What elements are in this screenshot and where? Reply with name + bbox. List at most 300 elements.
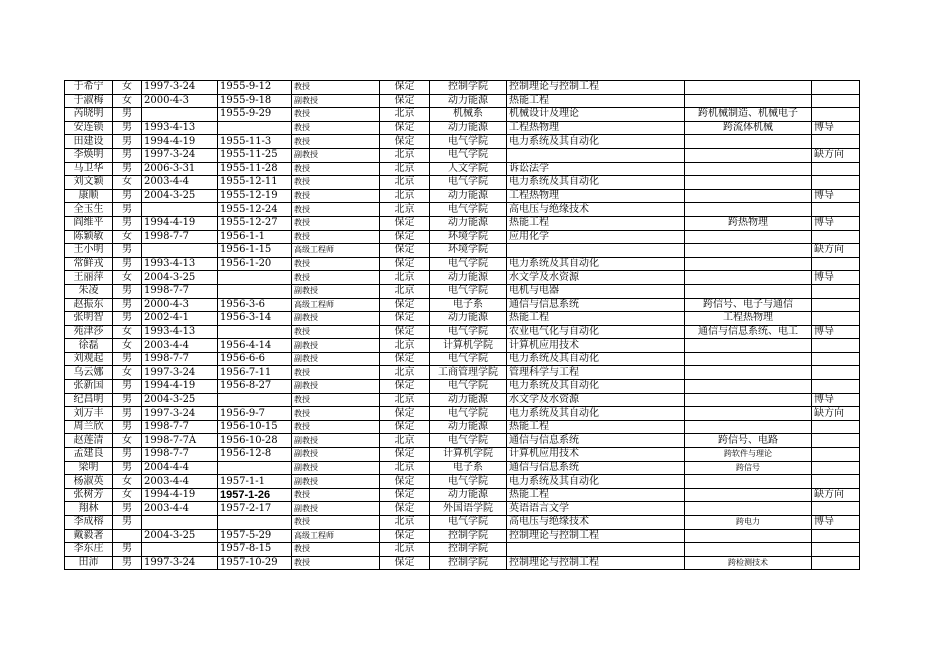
campus-cell: 保定 — [380, 244, 430, 258]
title-cell: 教授 — [292, 108, 380, 122]
major-cell: 水文学及水资源 — [507, 271, 685, 285]
cross-field-cell — [685, 148, 812, 162]
cross-field-cell — [685, 189, 812, 203]
date-cell — [142, 244, 218, 258]
cross-field-cell — [685, 203, 812, 217]
campus-cell: 保定 — [380, 407, 430, 421]
gender-cell: 男 — [113, 189, 142, 203]
name-cell: 孟建良 — [65, 448, 113, 462]
birth-date-cell: 1957-1-1 — [218, 475, 292, 489]
table-row — [65, 420, 860, 434]
gender-cell: 男 — [113, 216, 142, 230]
table-row — [65, 135, 860, 149]
birth-date-cell: 1957-5-29 — [218, 529, 292, 543]
major-cell: 通信与信息系统 — [507, 434, 685, 448]
title-cell: 副教授 — [292, 312, 380, 326]
cross-field-cell — [685, 352, 812, 366]
note-cell: 博导 — [812, 121, 860, 135]
name-cell: 于希宁 — [65, 81, 113, 95]
major-cell — [507, 148, 685, 162]
birth-date-cell: 1955-12-11 — [218, 176, 292, 190]
campus-cell: 保定 — [380, 420, 430, 434]
date-cell: 2003-4-4 — [142, 176, 218, 190]
birth-date-cell — [218, 461, 292, 475]
campus-cell: 保定 — [380, 352, 430, 366]
note-cell — [812, 475, 860, 489]
birth-date-cell: 1955-11-28 — [218, 162, 292, 176]
date-cell — [142, 108, 218, 122]
department-cell: 电子系 — [430, 461, 507, 475]
gender-cell: 女 — [113, 176, 142, 190]
birth-date-cell: 1956-10-28 — [218, 434, 292, 448]
note-cell — [812, 380, 860, 394]
gender-cell: 男 — [113, 203, 142, 217]
name-cell: 马卫华 — [65, 162, 113, 176]
birth-date-cell: 1956-1-20 — [218, 257, 292, 271]
date-cell: 1993-4-13 — [142, 121, 218, 135]
table-row — [65, 352, 860, 366]
date-cell: 1998-7-7 — [142, 448, 218, 462]
title-cell: 教授 — [292, 325, 380, 339]
name-cell: 张树芳 — [65, 488, 113, 502]
note-cell — [812, 461, 860, 475]
campus-cell: 北京 — [380, 148, 430, 162]
date-cell: 1998-7-7À — [142, 434, 218, 448]
birth-date-cell — [218, 393, 292, 407]
note-cell — [812, 339, 860, 353]
department-cell: 电气学院 — [430, 434, 507, 448]
table-row — [65, 502, 860, 516]
department-cell: 人文学院 — [430, 162, 507, 176]
title-cell: 教授 — [292, 121, 380, 135]
major-cell: 通信与信息系统 — [507, 298, 685, 312]
birth-date-cell: 1955-12-27 — [218, 216, 292, 230]
cross-field-cell — [685, 543, 812, 557]
birth-date-cell: 1956-7-11 — [218, 366, 292, 380]
department-cell: 工商管理学院 — [430, 366, 507, 380]
note-cell — [812, 230, 860, 244]
table-row — [65, 475, 860, 489]
title-cell: 教授 — [292, 135, 380, 149]
name-cell: 芮晓明 — [65, 108, 113, 122]
name-cell: 康顺 — [65, 189, 113, 203]
date-cell: 1994-4-19 — [142, 488, 218, 502]
name-cell: 苑津莎 — [65, 325, 113, 339]
name-cell: 赵振东 — [65, 298, 113, 312]
name-cell: 张明智 — [65, 312, 113, 326]
title-cell: 教授 — [292, 216, 380, 230]
note-cell — [812, 203, 860, 217]
department-cell: 控制学院 — [430, 81, 507, 95]
campus-cell: 北京 — [380, 434, 430, 448]
table-row — [65, 203, 860, 217]
major-cell — [507, 244, 685, 258]
gender-cell: 男 — [113, 162, 142, 176]
department-cell: 电气学院 — [430, 176, 507, 190]
major-cell: 应用化学 — [507, 230, 685, 244]
title-cell: 教授 — [292, 516, 380, 530]
title-cell: 教授 — [292, 176, 380, 190]
birth-date-cell: 1957-8-15 — [218, 543, 292, 557]
campus-cell: 保定 — [380, 502, 430, 516]
cross-field-cell — [685, 162, 812, 176]
birth-date-cell — [218, 271, 292, 285]
name-cell: 赵莲清 — [65, 434, 113, 448]
cross-field-cell — [685, 529, 812, 543]
gender-cell: 男 — [113, 380, 142, 394]
gender-cell: 男 — [113, 516, 142, 530]
campus-cell: 北京 — [380, 189, 430, 203]
campus-cell: 北京 — [380, 176, 430, 190]
date-cell: 1998-7-7 — [142, 284, 218, 298]
table-row — [65, 312, 860, 326]
cross-field-cell — [685, 176, 812, 190]
note-cell — [812, 284, 860, 298]
date-cell: 1993-4-13 — [142, 325, 218, 339]
table-row — [65, 176, 860, 190]
birth-date-cell: 1956-3-14 — [218, 312, 292, 326]
table-row — [65, 189, 860, 203]
major-cell: 电力系统及其自动化 — [507, 380, 685, 394]
table-row — [65, 339, 860, 353]
gender-cell: 男 — [113, 298, 142, 312]
birth-date-cell: 1955-11-3 — [218, 135, 292, 149]
campus-cell: 北京 — [380, 461, 430, 475]
date-cell: 2004-3-25 — [142, 393, 218, 407]
campus-cell: 保定 — [380, 488, 430, 502]
major-cell: 热能工程 — [507, 420, 685, 434]
title-cell: 高级工程师 — [292, 244, 380, 258]
date-cell: 2004-3-25 — [142, 189, 218, 203]
note-cell — [812, 543, 860, 557]
campus-cell: 保定 — [380, 529, 430, 543]
cross-field-cell — [685, 366, 812, 380]
table-row — [65, 407, 860, 421]
title-cell: 教授 — [292, 162, 380, 176]
campus-cell: 保定 — [380, 380, 430, 394]
table-row — [65, 380, 860, 394]
campus-cell: 保定 — [380, 81, 430, 95]
major-cell: 控制理论与控制工程 — [507, 556, 685, 570]
date-cell — [142, 203, 218, 217]
gender-cell: 女 — [113, 366, 142, 380]
department-cell: 电气学院 — [430, 284, 507, 298]
cross-field-cell: 跨软件与理论 — [685, 448, 812, 462]
name-cell: 戴毅著 — [65, 529, 113, 543]
major-cell: 电力系统及其自动化 — [507, 257, 685, 271]
table-row — [65, 529, 860, 543]
gender-cell: 女 — [113, 488, 142, 502]
gender-cell: 男 — [113, 121, 142, 135]
title-cell: 教授 — [292, 556, 380, 570]
title-cell: 副教授 — [292, 339, 380, 353]
cross-field-cell: 跨检测技术 — [685, 556, 812, 570]
note-cell — [812, 108, 860, 122]
department-cell: 电气学院 — [430, 148, 507, 162]
table-row — [65, 162, 860, 176]
note-cell — [812, 448, 860, 462]
title-cell: 教授 — [292, 543, 380, 557]
note-cell: 博导 — [812, 393, 860, 407]
note-cell — [812, 352, 860, 366]
table-body — [65, 81, 860, 570]
campus-cell: 保定 — [380, 448, 430, 462]
birth-date-cell: 1955-12-19 — [218, 189, 292, 203]
department-cell: 电气学院 — [430, 380, 507, 394]
cross-field-cell — [685, 393, 812, 407]
campus-cell: 保定 — [380, 325, 430, 339]
department-cell: 动力能源 — [430, 393, 507, 407]
table-row — [65, 216, 860, 230]
gender-cell: 女 — [113, 325, 142, 339]
campus-cell: 北京 — [380, 162, 430, 176]
cross-field-cell: 跨信号、电子与通信 — [685, 298, 812, 312]
birth-date-cell: 1955-11-25 — [218, 148, 292, 162]
gender-cell: 女 — [113, 475, 142, 489]
date-cell: 2002-4-1 — [142, 312, 218, 326]
major-cell: 电机与电器 — [507, 284, 685, 298]
cross-field-cell — [685, 230, 812, 244]
name-cell: 李成榕 — [65, 516, 113, 530]
department-cell: 动力能源 — [430, 189, 507, 203]
gender-cell: 男 — [113, 407, 142, 421]
name-cell: 王丽萍 — [65, 271, 113, 285]
department-cell: 电气学院 — [430, 135, 507, 149]
name-cell: 常鲜戎 — [65, 257, 113, 271]
note-cell — [812, 434, 860, 448]
title-cell: 教授 — [292, 366, 380, 380]
date-cell: 1998-7-7 — [142, 352, 218, 366]
table-row — [65, 230, 860, 244]
campus-cell: 北京 — [380, 339, 430, 353]
cross-field-cell — [685, 380, 812, 394]
major-cell: 机械设计及理论 — [507, 108, 685, 122]
title-cell: 教授 — [292, 257, 380, 271]
title-cell: 副教授 — [292, 461, 380, 475]
gender-cell: 女 — [113, 271, 142, 285]
note-cell — [812, 298, 860, 312]
major-cell: 控制理论与控制工程 — [507, 529, 685, 543]
gender-cell: 男 — [113, 420, 142, 434]
note-cell: 缺方向 — [812, 148, 860, 162]
cross-field-cell: 跨热物理 — [685, 216, 812, 230]
name-cell: 王小明 — [65, 244, 113, 258]
major-cell: 热能工程 — [507, 216, 685, 230]
date-cell: 1994-4-19 — [142, 216, 218, 230]
table-row — [65, 81, 860, 95]
department-cell: 计算机学院 — [430, 339, 507, 353]
gender-cell: 女 — [113, 230, 142, 244]
department-cell: 计算机学院 — [430, 448, 507, 462]
date-cell — [142, 516, 218, 530]
birth-date-cell: 1956-9-7 — [218, 407, 292, 421]
title-cell: 教授 — [292, 407, 380, 421]
department-cell: 动力能源 — [430, 94, 507, 108]
gender-cell: 男 — [113, 244, 142, 258]
title-cell: 教授 — [292, 393, 380, 407]
cross-field-cell — [685, 407, 812, 421]
department-cell: 电气学院 — [430, 325, 507, 339]
campus-cell: 北京 — [380, 108, 430, 122]
table-row — [65, 488, 860, 502]
name-cell: 于淑梅 — [65, 94, 113, 108]
department-cell: 电气学院 — [430, 407, 507, 421]
major-cell: 热能工程 — [507, 488, 685, 502]
date-cell: 1998-7-7 — [142, 420, 218, 434]
table-row — [65, 543, 860, 557]
note-cell — [812, 420, 860, 434]
cross-field-cell — [685, 94, 812, 108]
birth-date-cell: 1955-9-18 — [218, 94, 292, 108]
major-cell: 电力系统及其自动化 — [507, 407, 685, 421]
title-cell: 副教授 — [292, 475, 380, 489]
campus-cell: 保定 — [380, 94, 430, 108]
campus-cell: 保定 — [380, 216, 430, 230]
major-cell: 电力系统及其自动化 — [507, 475, 685, 489]
table-row — [65, 148, 860, 162]
cross-field-cell: 跨电力 — [685, 516, 812, 530]
table-row — [65, 448, 860, 462]
note-cell: 缺方向 — [812, 488, 860, 502]
title-cell: 副教授 — [292, 502, 380, 516]
gender-cell: 女 — [113, 339, 142, 353]
name-cell: 李焕明 — [65, 148, 113, 162]
birth-date-cell: 1955-12-24 — [218, 203, 292, 217]
department-cell: 电气学院 — [430, 516, 507, 530]
gender-cell: 男 — [113, 502, 142, 516]
title-cell: 教授 — [292, 189, 380, 203]
date-cell: 1997-3-24 — [142, 366, 218, 380]
department-cell: 控制学院 — [430, 543, 507, 557]
table-row — [65, 271, 860, 285]
department-cell: 控制学院 — [430, 556, 507, 570]
date-cell: 2003-4-4 — [142, 475, 218, 489]
department-cell: 动力能源 — [430, 488, 507, 502]
name-cell: 阎维平 — [65, 216, 113, 230]
note-cell: 博导 — [812, 216, 860, 230]
note-cell: 博导 — [812, 189, 860, 203]
department-cell: 电子系 — [430, 298, 507, 312]
title-cell: 高级工程师 — [292, 298, 380, 312]
cross-field-cell — [685, 502, 812, 516]
campus-cell: 保定 — [380, 312, 430, 326]
gender-cell: 男 — [113, 461, 142, 475]
date-cell: 2006-3-31 — [142, 162, 218, 176]
table-row — [65, 366, 860, 380]
birth-date-cell: 1955-9-29 — [218, 108, 292, 122]
date-cell: 1994-4-19 — [142, 380, 218, 394]
name-cell: 刘观起 — [65, 352, 113, 366]
name-cell: 乌云娜 — [65, 366, 113, 380]
major-cell: 电力系统及其自动化 — [507, 352, 685, 366]
note-cell — [812, 94, 860, 108]
title-cell: 副教授 — [292, 94, 380, 108]
major-cell: 控制理论与控制工程 — [507, 81, 685, 95]
date-cell: 2004-3-25 — [142, 271, 218, 285]
table-row — [65, 393, 860, 407]
name-cell: 梁明 — [65, 461, 113, 475]
cross-field-cell — [685, 271, 812, 285]
date-cell: 1997-3-24 — [142, 148, 218, 162]
table-row — [65, 244, 860, 258]
table-row — [65, 94, 860, 108]
title-cell: 副教授 — [292, 380, 380, 394]
table-row — [65, 556, 860, 570]
birth-date-cell: 1957-2-17 — [218, 502, 292, 516]
name-cell: 徐磊 — [65, 339, 113, 353]
department-cell: 环境学院 — [430, 244, 507, 258]
name-cell: 安连锁 — [65, 121, 113, 135]
birth-date-cell: 1956-4-14 — [218, 339, 292, 353]
major-cell: 农业电气化与自动化 — [507, 325, 685, 339]
gender-cell: 女 — [113, 94, 142, 108]
name-cell: 刘文颖 — [65, 176, 113, 190]
campus-cell: 保定 — [380, 135, 430, 149]
campus-cell: 保定 — [380, 556, 430, 570]
name-cell: 纪昌明 — [65, 393, 113, 407]
cross-field-cell: 通信与信息系统、电工 — [685, 325, 812, 339]
table-row — [65, 298, 860, 312]
cross-field-cell — [685, 475, 812, 489]
date-cell: 2004-4-4 — [142, 461, 218, 475]
date-cell: 1997-3-24 — [142, 556, 218, 570]
major-cell: 工程热物理 — [507, 121, 685, 135]
cross-field-cell — [685, 284, 812, 298]
date-cell: 1997-3-24 — [142, 407, 218, 421]
campus-cell: 北京 — [380, 366, 430, 380]
birth-date-cell: 1957-10-29 — [218, 556, 292, 570]
birth-date-cell: 1956-8-27 — [218, 380, 292, 394]
gender-cell: 男 — [113, 393, 142, 407]
birth-date-cell — [218, 121, 292, 135]
cross-field-cell: 跨流体机械 — [685, 121, 812, 135]
department-cell: 环境学院 — [430, 230, 507, 244]
title-cell: 教授 — [292, 488, 380, 502]
cross-field-cell — [685, 81, 812, 95]
major-cell: 计算机应用技术 — [507, 448, 685, 462]
date-cell: 1997-3-24 — [142, 81, 218, 95]
gender-cell: 男 — [113, 257, 142, 271]
gender-cell: 男 — [113, 284, 142, 298]
note-cell — [812, 312, 860, 326]
table-row — [65, 121, 860, 135]
campus-cell: 保定 — [380, 257, 430, 271]
note-cell — [812, 162, 860, 176]
gender-cell: 女 — [113, 81, 142, 95]
campus-cell: 北京 — [380, 284, 430, 298]
name-cell: 田建设 — [65, 135, 113, 149]
note-cell — [812, 502, 860, 516]
campus-cell: 北京 — [380, 516, 430, 530]
table-row — [65, 516, 860, 530]
title-cell: 副教授 — [292, 352, 380, 366]
major-cell: 通信与信息系统 — [507, 461, 685, 475]
birth-date-cell — [218, 516, 292, 530]
department-cell: 外国语学院 — [430, 502, 507, 516]
cross-field-cell — [685, 339, 812, 353]
birth-date-cell: 1955-9-12 — [218, 81, 292, 95]
campus-cell: 保定 — [380, 121, 430, 135]
department-cell: 电气学院 — [430, 352, 507, 366]
note-cell — [812, 135, 860, 149]
date-cell: 2000-4-3 — [142, 94, 218, 108]
gender-cell: 男 — [113, 352, 142, 366]
name-cell: 全玉生 — [65, 203, 113, 217]
gender-cell: 男 — [113, 108, 142, 122]
gender-cell: 男 — [113, 148, 142, 162]
title-cell: 副教授 — [292, 434, 380, 448]
gender-cell: 男 — [113, 135, 142, 149]
